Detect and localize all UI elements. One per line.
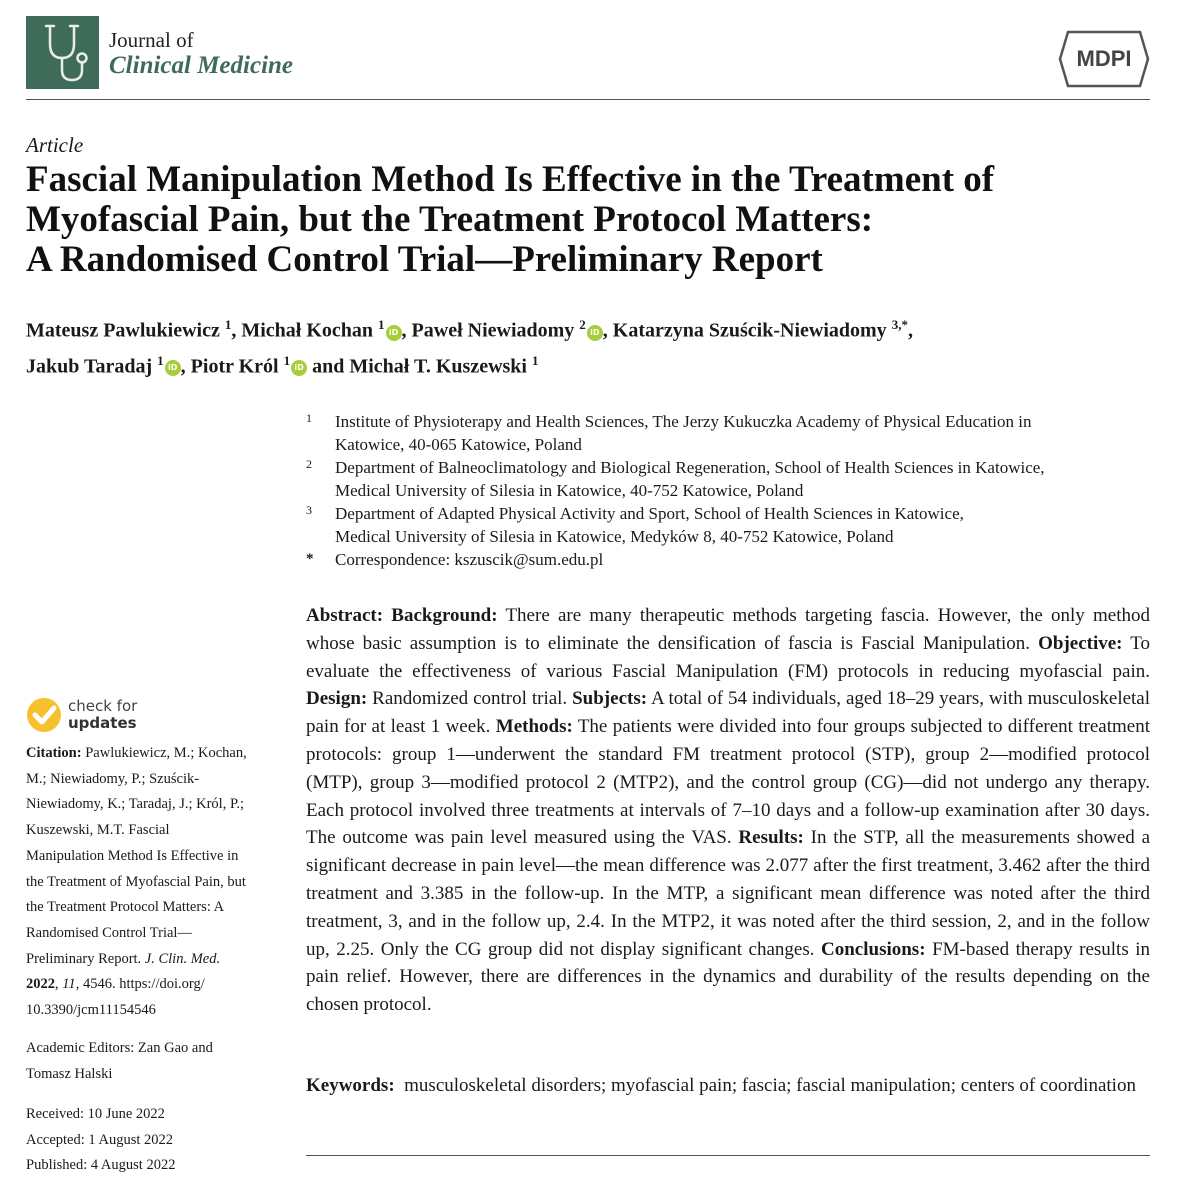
abstract-section-label: Design: [306, 688, 368, 710]
check-updates-text [68, 698, 137, 732]
abstract-section-label: Results: [738, 827, 804, 849]
orcid-icon[interactable]: iD [587, 325, 603, 341]
title-line: Fascial Manipulation Method Is Effective in the Treatment of [26, 159, 995, 200]
editors-line: Academic Editors: Zan Gao and [26, 1040, 213, 1056]
mdpi-logo [1058, 28, 1150, 90]
author-name[interactable]: Piotr Król [190, 355, 279, 378]
academic-editors [26, 1036, 281, 1087]
author-affil-sup: 3,* [891, 317, 908, 332]
affiliation-text: Department of Adapted Physical Activity and Sport, School of Health Sciences in Katowice, [335, 504, 964, 523]
affiliation-text: Katowice, 40-065 Katowice, Poland [335, 435, 582, 454]
check-updates-line2: updates [68, 714, 137, 732]
abstract-section-label: Objective: [1038, 632, 1123, 654]
citation-line: M.; Niewiadomy, P.; Szuścik- [26, 770, 200, 787]
journal-logo [26, 16, 99, 89]
journal-name-line1: Journal of [109, 28, 194, 52]
citation-line: Randomised Control Trial— [26, 924, 192, 941]
author-name[interactable]: Michał T. Kuszewski [349, 355, 527, 378]
orcid-icon[interactable]: iD [291, 360, 307, 376]
correspondence-marker: * [306, 551, 314, 567]
journal-name-line2: Clinical Medicine [109, 52, 294, 79]
orcid-icon[interactable]: iD [165, 360, 181, 376]
affiliation-item [306, 456, 1150, 502]
author-name[interactable]: Jakub Taradaj [26, 355, 153, 378]
abstract [306, 602, 1150, 1019]
affiliation-item [306, 502, 1150, 548]
affiliation-number: 3 [306, 503, 312, 517]
journal-name [109, 27, 293, 79]
correspondence-email[interactable]: Correspondence: kszuscik@sum.edu.pl [335, 550, 604, 569]
keywords-label: Keywords: [306, 1075, 395, 1096]
abstract-section-label: Methods: [495, 716, 573, 738]
author-line: Jakub Taradaj $^1$iD , Piotr Król $^1$iD and Michał T. Kuszewski $^1$ [26, 352, 539, 378]
orcid-icon[interactable]: iD [386, 325, 402, 341]
abstract-label: Abstract: [306, 605, 384, 626]
published-date: Published: 4 August 2022 [26, 1157, 176, 1174]
author-name[interactable]: Paweł Niewiadomy [411, 319, 575, 342]
abstract-section-label: Conclusions: [821, 938, 926, 960]
author-affil-sup: 1 [157, 352, 164, 368]
header-divider [26, 99, 1150, 100]
stethoscope-icon [26, 16, 99, 89]
affiliation-item [306, 410, 1150, 456]
doi-link[interactable]: 10.3390/jcm11154546 [26, 1002, 156, 1019]
author-list [26, 310, 1150, 381]
abstract-subjects: A total of 54 individuals, aged 18–29 years, with musculoskeletal pain for at least 1 week. [306, 688, 1151, 738]
author-affil-sup: 1 [283, 352, 291, 368]
author-name[interactable]: Mateusz Pawlukiewicz [26, 319, 220, 342]
keywords [306, 1072, 1150, 1100]
affiliation-number: 2 [306, 457, 312, 471]
affiliation-text: Department of Balneoclimatology and Biological Regeneration, School of Health Sciences in Katowice, [335, 458, 1045, 477]
affiliations [306, 410, 1150, 571]
publication-dates [26, 1102, 281, 1179]
mdpi-logo-text: MDPI [1076, 46, 1132, 71]
citation-line: the Treatment Protocol Matters: A [26, 899, 225, 916]
abstract-conclusions: FM-based therapy results in pain relief. However, there are differences in the dynamics and durability of the results depending on the chosen protocol. [306, 938, 1151, 1016]
citation-journal: J. Clin. Med. [144, 950, 221, 967]
bottom-divider [306, 1155, 1150, 1156]
check-updates-line1: check for [68, 697, 138, 715]
citation-line: Kuszewski, M.T. Fascial [26, 822, 170, 839]
abstract-methods: The patients were divided into four groups subjected to different treatment protocols: group 1—underwent the standard FM treatment protocol (STP), group 2—modified protocol (MTP), group 3—modified protocol 2 (MTP2), and the control group (CG)—did not undergo any therapy. Each protocol involved three treatments at intervals of 7–10 days and a follow-up examination after 30 days. The outcome was pain level measured using the VAS. [306, 716, 1150, 849]
correspondence-item [306, 548, 1150, 571]
keywords-text: musculoskeletal disorders; myofascial pain; fascia; fascial manipulation; centers of coordination [404, 1075, 1136, 1096]
abstract-background: There are many therapeutic methods targeting fascia. However, the only method whose basic assumption is to eliminate the densification of fascia is Fascial Manipulation. [306, 605, 1151, 654]
abstract-design: Randomized control trial. [372, 688, 568, 710]
editors-line: Tomasz Halski [26, 1065, 113, 1082]
mdpi-hexagon-icon [1058, 28, 1150, 90]
affiliation-text: Medical University of Silesia in Katowice, 40-752 Katowice, Poland [335, 481, 804, 500]
citation-line: Niewiadomy, K.; Taradaj, J.; Król, P.; [26, 796, 245, 813]
received-date: Received: 10 June 2022 [26, 1106, 165, 1122]
accepted-date: Accepted: 1 August 2022 [26, 1131, 173, 1148]
check-updates-icon [26, 697, 62, 733]
author-name[interactable]: Katarzyna Szuścik-Niewiadomy [612, 319, 887, 342]
article-title [26, 160, 1150, 280]
check-for-updates-badge[interactable] [26, 697, 137, 733]
doi-link[interactable]: , 4546. https://doi.org/ [75, 976, 205, 993]
author-affil-sup: 2 [579, 317, 586, 332]
affiliation-text: Institute of Physioterapy and Health Sciences, The Jerzy Kukuczka Academy of Physical Education in [335, 412, 1032, 431]
abstract-results: In the STP, all the measurements showed a significant decrease in pain level—the mean difference was 2.077 after the first treatment, 3.462 after the third treatment and 3.385 in the follow-up. In the MTP, a significant mean difference was noted after the third treatment, 3, and in the follow up, 2.4. In the MTP2, it was noted after the third session, 2, and in the follow up, 2.25. Only the CG group did not display significant changes. [306, 827, 1150, 960]
citation-line: Manipulation Method Is Effective in [26, 847, 239, 864]
author-affil-sup: 1 [224, 317, 232, 332]
citation: Citation: Pawlukiewicz, M.; Kochan, M.; Niewiadomy, P.; Szuścik- Niewiadomy, K.; Taradaj, J.; Król, P.; Kuszewski, M.T. Fascial Manipulation Method Is Effective in the Treatment of Myofascial Pain, but the Treatment Protocol Matters: A Randomised Control Trial— Preliminary Report. J. Clin. Med. 2022, 11, 4546. https://doi.org/ 10.3390/jcm11154546 [26, 741, 281, 1024]
citation-line: Preliminary Report. J. Clin. Med. [26, 950, 221, 967]
abstract-section-label: Subjects: [572, 688, 648, 710]
affiliation-number: 1 [306, 411, 312, 425]
author-affil-sup: 1 [378, 317, 385, 332]
abstract-objective: To evaluate the effectiveness of various Fascial Manipulation (FM) protocols in reducing myofascial pain. [306, 632, 1150, 682]
citation-line: the Treatment of Myofascial Pain, but [26, 873, 246, 890]
citation-label: Citation: [26, 745, 82, 761]
author-affil-sup: 1 [531, 352, 539, 368]
affiliation-text: Medical University of Silesia in Katowice, Medyków 8, 40-752 Katowice, Poland [335, 527, 894, 546]
author-line: Mateusz Pawlukiewicz $^1$, Michał Kochan $^1$iD , Paweł Niewiadomy $^2$iD , Katarzyna Szuścik-Niewiadomy $^{3,*}$, [26, 317, 913, 342]
author-name[interactable]: Michał Kochan [241, 319, 374, 342]
title-line: A Randomised Control Trial—Preliminary Report [26, 239, 823, 280]
title-line: Myofascial Pain, but the Treatment Protocol Matters: [26, 199, 874, 240]
citation-line: 2022, 11, 4546. https://doi.org/ [26, 976, 205, 993]
abstract-section-label: Background: [391, 605, 498, 626]
article-type: Article [26, 133, 84, 157]
